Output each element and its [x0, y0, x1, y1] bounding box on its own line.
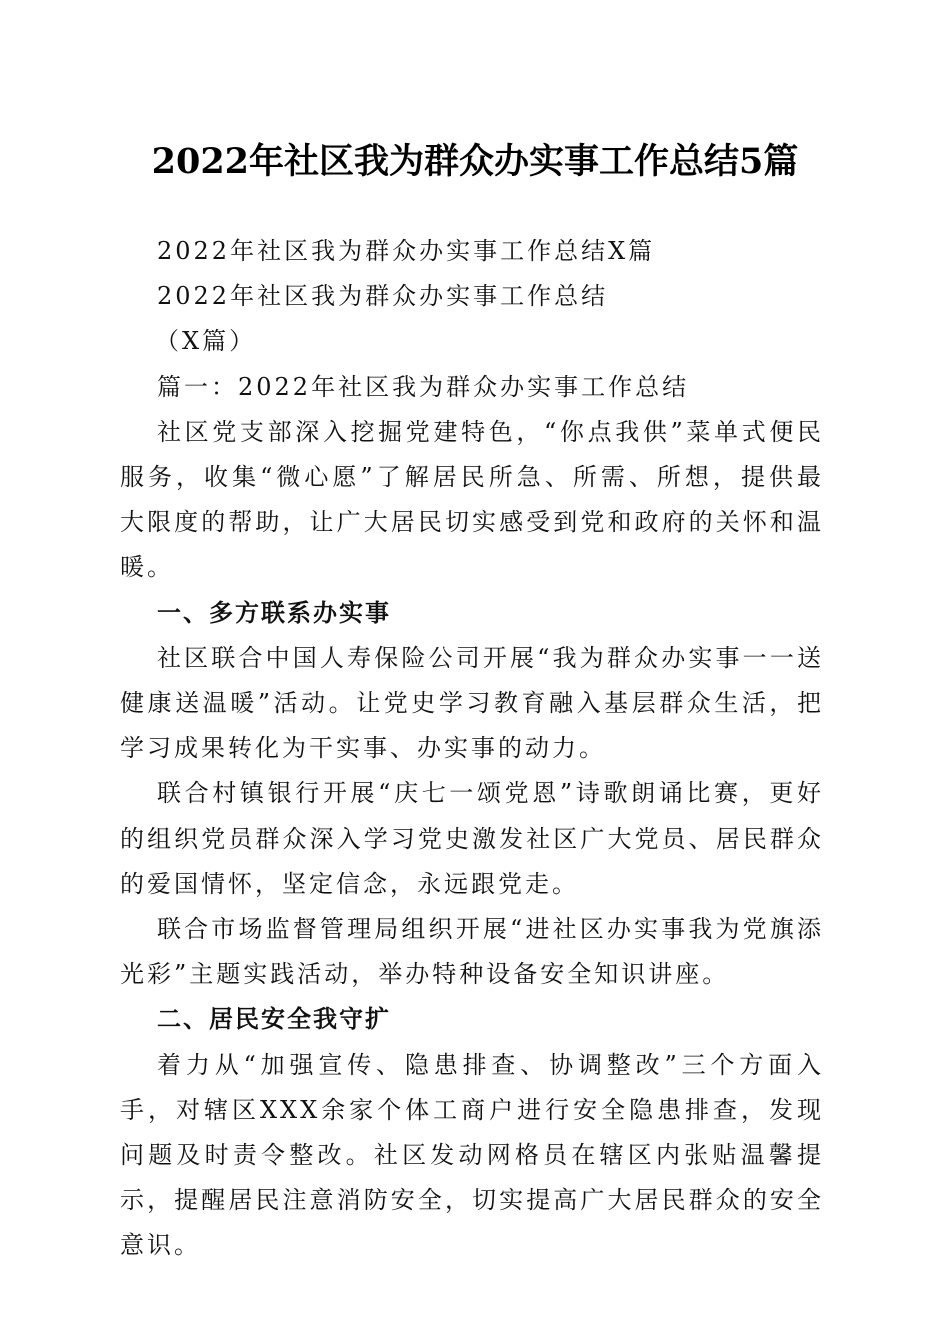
body-paragraph: 社区党支部深入挖掘党建特色，“你点我供”菜单式便民服务，收集“微心愿”了解居民所急、所需、所想，提供最大限度的帮助，让广大居民切实感受到党和政府的关怀和温暖。 [120, 417, 824, 582]
document-body [120, 229, 824, 1269]
subtitle-line: 2022年社区我为群众办实事工作总结X篇 [157, 237, 656, 265]
document-title: 2022年社区我为群众办实事工作总结5篇 [151, 141, 799, 182]
subtitle-line: 2022年社区我为群众办实事工作总结 [157, 282, 609, 311]
body-paragraph: 着力从“加强宣传、隐患排查、协调整改”三个方面入手，对辖区XXX余家个体工商户进行安全隐患排查，发现问题及时责令整改。社区发动网格员在辖区内张贴温馨提示，提醒居民注意消防安全，切实提高广大居民群众的安全意识。 [120, 1050, 824, 1260]
section-heading: 二、居民安全我守扩 [157, 1005, 391, 1034]
body-paragraph: 联合村镇银行开展“庆七一颂党恩”诗歌朗诵比赛，更好的组织党员群众深入学习党史激发社区广大党员、居民群众的爱国情怀，坚定信念，永远跟党走。 [120, 779, 824, 898]
body-paragraph: 联合市场监督管理局组织开展“进社区办实事我为党旗添光彩”主题实践活动，举办特种设备安全知识讲座。 [120, 915, 824, 989]
section-title: 篇一：2022年社区我为群众办实事工作总结 [157, 372, 690, 401]
subtitle-count: （X篇） [155, 327, 257, 356]
body-paragraph: 社区联合中国人寿保险公司开展“我为群众办实事一一送健康送温暖”活动。让党史学习教育融入基层群众生活，把学习成果转化为干实事、办实事的动力。 [120, 643, 824, 763]
section-heading: 一、多方联系办实事 [157, 598, 391, 627]
